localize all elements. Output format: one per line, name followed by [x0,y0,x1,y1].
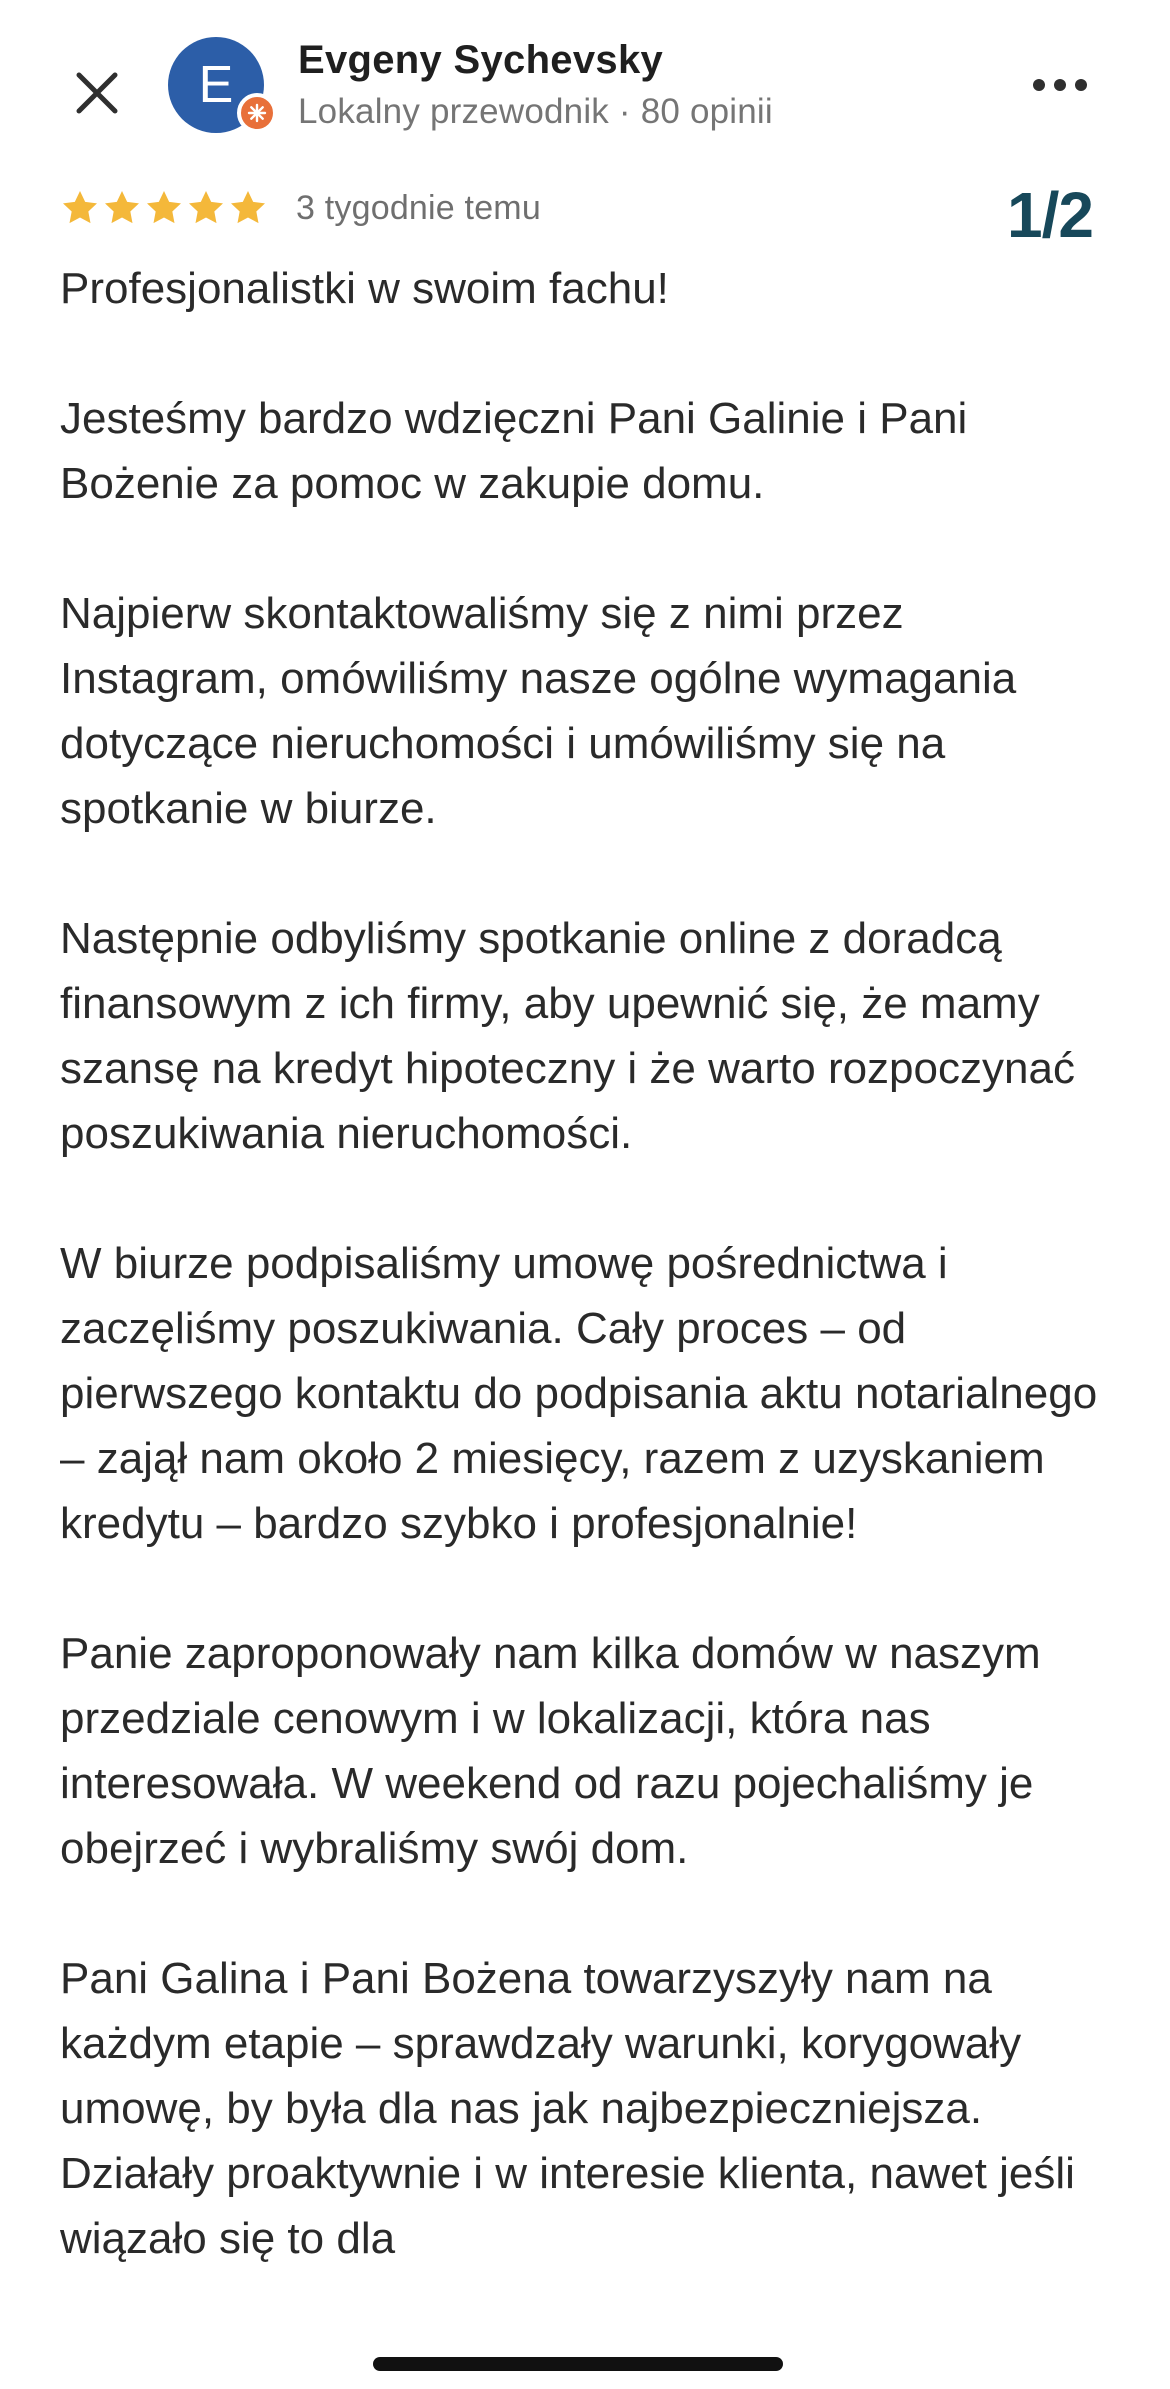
review-header [0,0,1170,180]
review-paragraph: Najpierw skontaktowaliśmy się z nimi przez Instagram, omówiliśmy nasze ogólne wymagania dotyczące nieruchomości i umówiliśmy się na spotkanie w biurze. [60,589,1017,833]
close-button[interactable] [62,58,132,128]
star-icon [144,188,184,228]
review-paragraph: W biurze podpisaliśmy umowę pośrednictwa i zaczęliśmy poszukiwania. Cały proces – od pierwszego kontaktu do podpisania aktu notarialnego – zajął nam około 2 miesięcy, razem z uzyskaniem kredytu – bardzo szybko i profesjonalnie! [60,1239,1098,1548]
star-icon [186,188,226,228]
reviewer-meta: Lokalny przewodnik · 80 opinii [298,92,773,131]
home-indicator[interactable] [373,2357,783,2371]
review-paragraph: Panie zaproponowały nam kilka domów w naszym przedziale cenowym i w lokalizacji, która nas interesowała. W weekend od razu pojechaliśmy je obejrzeć i wybraliśmy swój dom. [60,1629,1041,1873]
avatar-letter: E [198,56,234,114]
rating-row [60,184,541,232]
star-icon [102,188,142,228]
page-counter: 1/2 [1007,179,1093,251]
reviewer-name[interactable]: Evgeny Sychevsky [298,38,664,82]
star-icon [60,188,100,228]
more-options-button[interactable] [1020,60,1100,110]
review-text [60,256,1120,2336]
local-guide-badge-icon [237,93,277,133]
review-paragraph: Pani Galina i Pani Bożena towarzyszyły nam na każdym etapie – sprawdzały warunki, korygowały umowę, by była dla nas jak najbezpieczniejsza. Działały proaktywnie i w interesie klienta, nawet jeśli wiązało się to dla [60,1954,1075,2263]
review-paragraph: Jesteśmy bardzo wdzięczni Pani Galinie i Pani Bożenie za pomoc w zakupie domu. [60,394,968,508]
star-icon [228,188,268,228]
review-paragraph: Następnie odbyliśmy spotkanie online z doradcą finansowym z ich firmy, aby upewnić się, że mamy szansę na kredyt hipoteczny i że warto rozpoczynać poszukiwania nieruchomości. [60,914,1075,1158]
review-date: 3 tygodnie temu [296,188,541,227]
close-icon [75,71,119,115]
star-rating [60,188,268,228]
review-paragraph: Profesjonalistki w swoim fachu! [60,264,669,313]
badge-star-icon [247,103,267,123]
more-horizontal-icon [1032,78,1088,92]
